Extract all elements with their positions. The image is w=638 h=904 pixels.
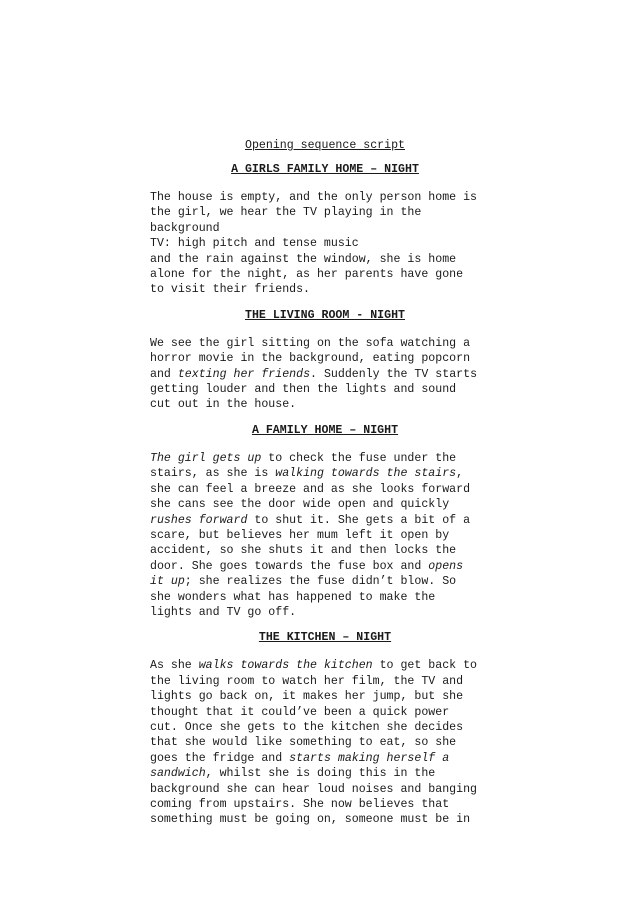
text-run: to check the fuse under the stairs, as she is bbox=[150, 451, 457, 481]
text-run: The house is empty, and the only person home is the girl, we hear the TV playing in the background TV: high pitch and tense music and the rain against the window, she is home alone for the night, as her parents have gone to visit their friends. bbox=[150, 191, 477, 297]
italic-text-run: walking towards the stairs bbox=[275, 467, 457, 481]
text-run: , whilst she is doing this in the background she can hear loud noises and banging coming from upstairs. She now believes that something must be going on, someone must be in bbox=[150, 767, 477, 827]
scene-2 bbox=[150, 308, 500, 413]
scene-heading: THE KITCHEN – NIGHT bbox=[258, 631, 392, 645]
scene-paragraph bbox=[150, 190, 500, 298]
scene-heading: A GIRLS FAMILY HOME – NIGHT bbox=[231, 163, 419, 176]
scene-3 bbox=[150, 423, 500, 620]
scene-paragraph bbox=[150, 336, 500, 413]
text-run: to get back to the living room to watch her film, the TV and lights go back on, it makes her jump, but she thought that it could’ve been a quick power cut. Once she gets to the kitchen she decides that she would like something to eat, so she goes the fridge and bbox=[150, 659, 478, 765]
scene-4 bbox=[150, 630, 500, 827]
italic-text-run: opens it up bbox=[150, 559, 464, 589]
scene-1 bbox=[150, 162, 500, 298]
italic-text-run: starts making herself a sandwich bbox=[150, 751, 450, 781]
text-run: We see the girl sitting on the sofa watching a horror movie in the background, eating popcorn and bbox=[150, 336, 471, 381]
text-run: , she can feel a breeze and as she looks forward she cans see the door wide open and quickly bbox=[150, 467, 471, 512]
script-title: Opening sequence script bbox=[244, 139, 406, 152]
text-run: to shut it. She gets a bit of a scare, but believes her mum left it open by accident, so she shuts it and then locks the door. She goes towards the fuse box and bbox=[150, 513, 471, 573]
italic-text-run: walks towards the kitchen bbox=[198, 659, 373, 673]
italic-text-run: texting her friends bbox=[177, 367, 311, 381]
text-run: ; she realizes the fuse didn’t blow. So she wonders what has happened to make the lights and TV go off. bbox=[150, 575, 457, 619]
scene-paragraph bbox=[150, 451, 500, 620]
text-run: As she bbox=[150, 659, 199, 673]
scene-heading: THE LIVING ROOM - NIGHT bbox=[244, 308, 406, 322]
script-page bbox=[150, 138, 500, 838]
scene-heading: A FAMILY HOME – NIGHT bbox=[251, 423, 399, 437]
italic-text-run: The girl gets up bbox=[150, 451, 262, 465]
text-run: . Suddenly the TV starts getting louder and then the lights and sound cut out in the house. bbox=[150, 367, 478, 412]
italic-text-run: rushes forward bbox=[150, 513, 248, 527]
scene-paragraph bbox=[150, 658, 500, 827]
